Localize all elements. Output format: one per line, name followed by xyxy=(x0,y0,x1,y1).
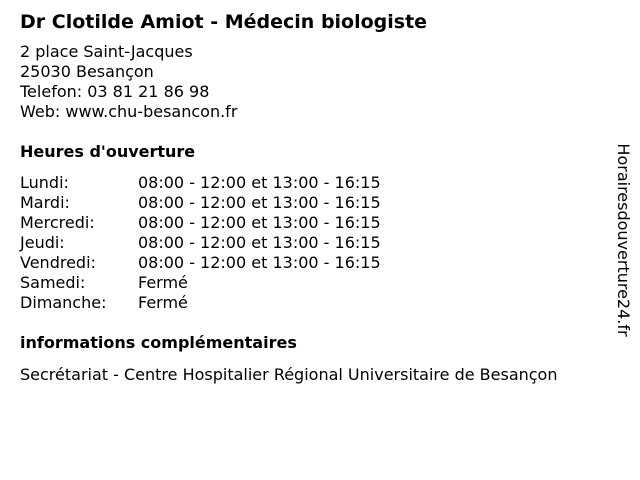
business-card xyxy=(20,10,610,385)
hours-time: 08:00 - 12:00 et 13:00 - 16:15 xyxy=(138,233,381,252)
hours-day: Mardi: xyxy=(20,193,70,212)
hours-day: Samedi: xyxy=(20,273,86,292)
hours-row-tuesday xyxy=(20,193,610,213)
phone-number: Telefon: 03 81 21 86 98 xyxy=(20,82,210,101)
hours-time: 08:00 - 12:00 et 13:00 - 16:15 xyxy=(138,213,381,232)
hours-row-wednesday xyxy=(20,213,610,233)
info-text: Secrétariat - Centre Hospitalier Régional Universitaire de Besançon xyxy=(20,365,558,384)
hours-row-thursday xyxy=(20,233,610,253)
address-city: 25030 Besançon xyxy=(20,62,154,81)
hours-row-friday xyxy=(20,253,610,273)
hours-row-monday xyxy=(20,173,610,193)
hours-day: Dimanche: xyxy=(20,293,107,312)
hours-time: 08:00 - 12:00 et 13:00 - 16:15 xyxy=(138,253,381,272)
hours-time: Fermé xyxy=(138,293,188,312)
hours-day: Mercredi: xyxy=(20,213,95,232)
hours-row-saturday xyxy=(20,273,610,293)
address-block xyxy=(20,42,610,122)
site-watermark: Horairesdouverture24.fr xyxy=(614,143,633,337)
hours-time: 08:00 - 12:00 et 13:00 - 16:15 xyxy=(138,193,381,212)
info-heading: informations complémentaires xyxy=(20,333,297,352)
hours-time: 08:00 - 12:00 et 13:00 - 16:15 xyxy=(138,173,381,192)
website: Web: www.chu-besancon.fr xyxy=(20,102,238,121)
hours-heading: Heures d'ouverture xyxy=(20,142,196,161)
address-street: 2 place Saint-Jacques xyxy=(20,42,193,61)
hours-time: Fermé xyxy=(138,273,188,292)
hours-day: Vendredi: xyxy=(20,253,96,272)
hours-list xyxy=(20,173,610,313)
page-title: Dr Clotilde Amiot - Médecin biologiste xyxy=(20,11,428,33)
hours-row-sunday xyxy=(20,293,610,313)
hours-day: Jeudi: xyxy=(20,233,65,252)
hours-day: Lundi: xyxy=(20,173,69,192)
